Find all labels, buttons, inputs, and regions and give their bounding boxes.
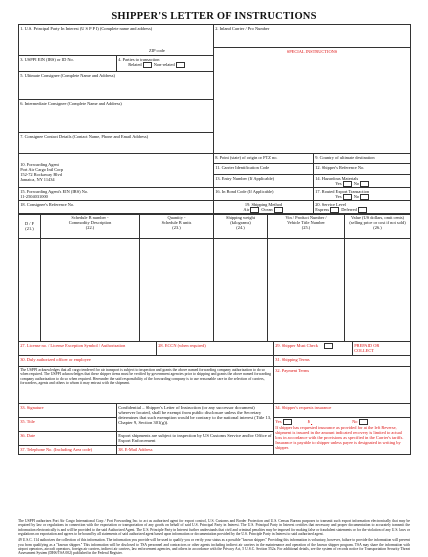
- vin-cell[interactable]: [268, 238, 345, 341]
- hazardous-no-checkbox[interactable]: [360, 181, 369, 187]
- privacy-paragraph: 49 U.S.C. 114 authorizes the collection of this information. The information you provide will be used to qualify you or verify your status as a possible "known shipper." Providing this information is voluntary, however, failure to provide the information will prevent you from qualifying as a "known shipper." This information will be disclosed to TSA personnel and contractors or other agents including indirect air carriers in the maintenance and operation of the known shipper program. TSA may share the information with airport operators, aircraft operators, foreign air carriers, indirect air carriers, law enforcement agencies, and others in accordance with the Privacy Act, 5 U.S.C. Section 552a. For additional details, see the system of records notice for Transportation Security Threat Assessment System (DHS/TSA 002) published in the Federal Register.: [18, 538, 410, 556]
- consignee-contact-field[interactable]: 7. Consignee Contact Details (Contact Name, Phone and Email Address): [19, 133, 214, 154]
- email-field[interactable]: 38. E-Mail Address: [117, 446, 274, 455]
- quantity-cell[interactable]: [140, 238, 214, 341]
- insurance-amount-field[interactable]: [311, 419, 351, 424]
- vin-header: Vin / Product Number / Vehicle Title Number (25.): [268, 214, 345, 238]
- insurance-request: 34. Shipper's requests insurance: [274, 404, 411, 418]
- insurance-yes-checkbox[interactable]: [283, 419, 292, 425]
- form-title: SHIPPER'S LETTER OF INSTRUCTIONS: [111, 11, 317, 22]
- df-cell[interactable]: [19, 238, 41, 341]
- air-checkbox[interactable]: [250, 207, 259, 213]
- fine-print: [18, 519, 410, 557]
- insurance-details: Yes $ No If shipper has requested insurance as provided for at the left Reverse, shipment is insured in the amount indicated recovery is limited to actual loss in accordance with the provisions as specified in the Carrier's tariffs. Insurance is payable to shipper unless payee is designated in writing by shipper.: [274, 418, 411, 455]
- prepaid-checkbox[interactable]: [324, 343, 333, 349]
- entry-number-field[interactable]: 13. Entry Number (If Applicable): [214, 175, 314, 188]
- routed-yes-checkbox[interactable]: [343, 194, 352, 200]
- telephone-field[interactable]: 37. Telephone No. (Including Area code): [19, 446, 117, 455]
- section-parties: [18, 24, 411, 154]
- hazardous-yes-checkbox[interactable]: [343, 181, 352, 187]
- routed-export-transaction: 17. Routed Export Transaction Yes No: [314, 188, 411, 201]
- insurance-no-checkbox[interactable]: [359, 419, 368, 425]
- df-header: D / F (21.): [19, 214, 41, 238]
- special-instructions-field[interactable]: SPECIAL INSTRUCTIONS: [214, 48, 411, 72]
- date-field[interactable]: 36. Date: [19, 432, 117, 446]
- value-cell[interactable]: [345, 238, 411, 341]
- inland-carrier-field[interactable]: 2. Inland Carrier / Pro Number: [214, 25, 411, 48]
- commodity-cell[interactable]: [41, 238, 140, 341]
- shipping-method: 19. Shipping Method Air Ocean: [214, 201, 314, 214]
- ocean-checkbox[interactable]: [274, 207, 283, 213]
- parties-to-transaction: 4. Parties to transaction Related Non-related: [117, 56, 214, 72]
- weight-header: Shipping weight (kilograms) (24.): [214, 214, 268, 238]
- hazardous-materials: 14. Hazardous Materials Yes No: [314, 175, 411, 188]
- forwarding-agent-field[interactable]: 10. Forwarding Agent Port Air Cargo Intl Corp 152-72 Rockaway Blvd Jamaica, NY 11434: [19, 154, 214, 188]
- express-checkbox[interactable]: [330, 207, 339, 213]
- section-authorization: [18, 341, 411, 455]
- shipper-must-check: 29. Shipper Must Check: [274, 342, 353, 356]
- ultimate-consignee-field[interactable]: 5. Ultimate Consignee (Complete Name and Address): [19, 72, 214, 100]
- non-related-checkbox[interactable]: [176, 62, 185, 68]
- goods-entry-row[interactable]: [19, 238, 411, 341]
- prepaid-collect[interactable]: PREPAID OR COLLECT: [353, 342, 411, 356]
- eccn-field[interactable]: 28. ECCN (when required): [157, 342, 274, 356]
- shipper-reference-field[interactable]: 12. Shipper's Reference No.: [314, 164, 411, 175]
- usppi-ein-field[interactable]: 3. USPPI EIN (IRS) or ID No.: [19, 56, 117, 72]
- authorization-statement: The USPPI acknowledges that all cargo tendered for air transport is subject to inspection and grants the above named forwarding company authorization to do so when required. The USPPI acknowledges that these shipper items must be verified by government agencies prior to shipping and grants the above named forwarding company authorization to do so when required. Hereunder the said responsibility of the forwarding company is to use reasonable care in the selection of carriers, forwarders, agents and others to whom it may entrust with the shipment.: [19, 367, 274, 404]
- payment-terms-field[interactable]: 32. Payment Terms: [274, 367, 411, 404]
- usppi-field[interactable]: 1. U.S. Principal Party In Interest (U S P P I) (Complete name and address): [19, 25, 214, 48]
- duly-authorized-field[interactable]: 30. Duly authorized officer or employee: [19, 356, 274, 367]
- related-checkbox[interactable]: [143, 62, 152, 68]
- country-destination-field[interactable]: 9. Country of ultimate destination: [314, 154, 411, 164]
- schedule-b-header: Schedule B number - Commodity Description (22.): [41, 214, 140, 238]
- in-bond-code-field[interactable]: 16. In Bond Code (If Applicable): [214, 188, 314, 201]
- service-level: 20. Service Level Express Deferred: [314, 201, 411, 214]
- export-inspection-notice: Export shipments are subject to inspection by US Customs Service and/or Office of Export Enforcement: [117, 432, 274, 446]
- carrier-id-field[interactable]: 11. Carrier Identification Code: [214, 164, 314, 175]
- value-header: Value (US dollars, omit cents) (selling price or cost if not sold) (26.): [345, 214, 411, 238]
- usppi-authorization-paragraph: The USPPI authorizes Port Air Cargo International Corp / Port Forwarding Inc. to act as authorized agent for export control, U.S. Customs and Border Protection and U.S. Census Bureau purposes to transmit such export information electronically that may be required by law or regulations in connection with the exportation or transportation of any goods on behalf of said U.S. Principal Party in Interest. The U.S. Principal Party in Interest certifies that necessary and proper documentation to accurately transmit the information electronically is and will be provided to the said Authorized Agent. The U.S. Principle Party in Interest further understands that civil and criminal penalties may be imposed for making false or fraudulent statements or for the violation of any U.S. laws or regulations on exportation and agrees to be bound by all statements of said authorized agent based upon information or documentation provided by the U.S. Principle Party in Interest to said authorized agent.: [18, 519, 410, 537]
- routed-no-checkbox[interactable]: [360, 194, 369, 200]
- special-instructions-area[interactable]: [214, 72, 411, 154]
- title-field[interactable]: 35. Title: [19, 418, 117, 432]
- consignee-reference-field[interactable]: 18. Consignee's Reference No.: [19, 201, 214, 214]
- signature-field[interactable]: 33. Signature: [19, 404, 117, 418]
- shippers-letter-form: [18, 10, 410, 455]
- confidential-statement: Confidential – Shipper's Letter of Instruction (or any successor document) wherever located, shall be exempt from public disclosure unless the Secretary determines that such exemption would be contrary to the national interest (Title 13, Chapter 9, Section 301(g)).: [117, 404, 274, 432]
- goods-table: [18, 214, 411, 342]
- weight-cell[interactable]: [214, 238, 268, 341]
- shipping-terms-field[interactable]: 31. Shipping Terms: [274, 356, 411, 367]
- license-field[interactable]: 27. License no. / License Exception Symbol / Authorization: [19, 342, 157, 356]
- intermediate-consignee-field[interactable]: 6. Intermediate Consignee (Complete Name and Address): [19, 100, 214, 133]
- forwarding-agent-ein-field[interactable]: 15. Forwarding Agent's EIN (IRS) No. 11-2504031000: [19, 188, 214, 201]
- section-shipment-details: [18, 153, 411, 214]
- zip-code-field[interactable]: ZIP code: [19, 48, 214, 56]
- deferred-checkbox[interactable]: [358, 207, 367, 213]
- point-of-origin-field[interactable]: 8. Point (state) of origin or FTZ no.: [214, 154, 314, 164]
- goods-header-row: [19, 214, 411, 238]
- quantity-header: Quantity - Schedule B units (23.): [140, 214, 214, 238]
